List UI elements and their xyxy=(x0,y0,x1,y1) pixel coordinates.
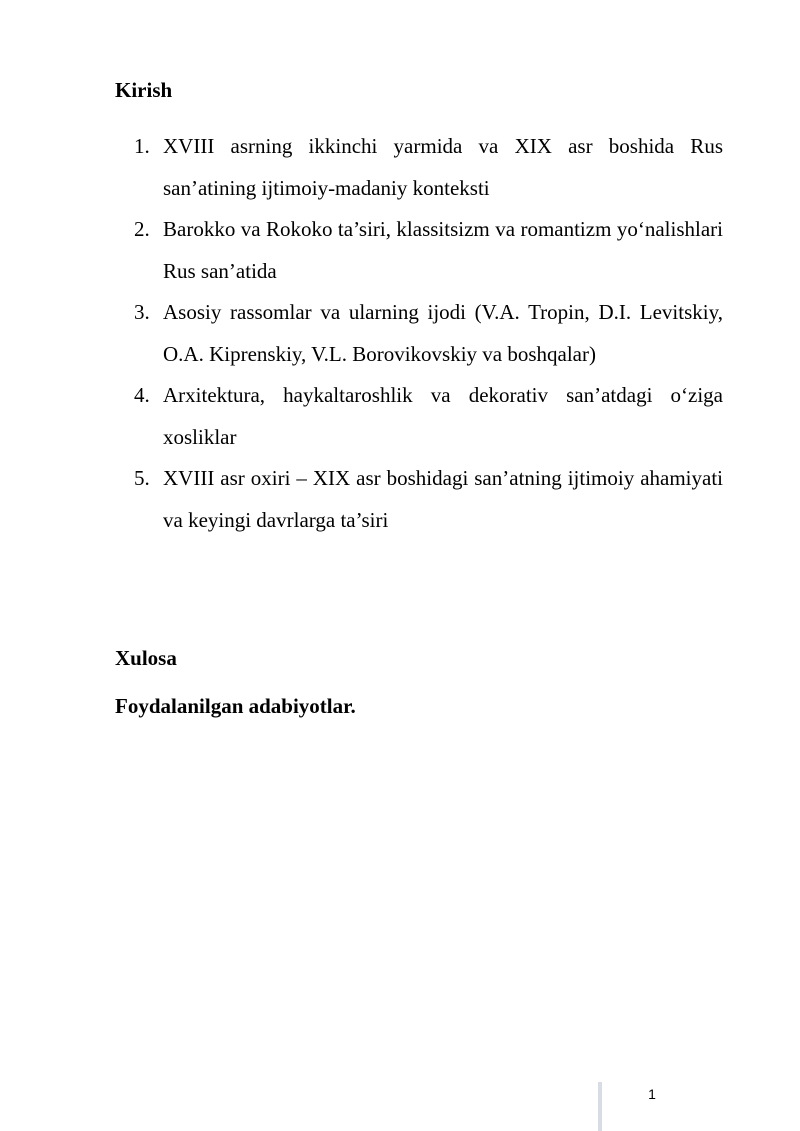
toc-item-text: Barokko va Rokoko ta’siri, klassitsizm va romantizm yo‘nalishlari Rus san’atida xyxy=(163,217,723,283)
page-number: 1 xyxy=(648,1086,656,1102)
toc-item-text: XVIII asr oxiri – XIX asr boshidagi san’atning ijtimoiy ahamiyati va keyingi davrlarga ta’siri xyxy=(163,466,723,532)
toc-item-text: XVIII asrning ikkinchi yarmida va XIX asr boshida Rus san’atining ijtimoiy-madaniy konteksti xyxy=(163,134,723,200)
references-heading: Foydalanilgan adabiyotlar. xyxy=(115,694,356,718)
table-of-contents xyxy=(134,126,723,541)
intro-heading: Kirish xyxy=(115,78,173,102)
toc-item-5 xyxy=(134,458,723,541)
toc-item-number: 5. xyxy=(134,466,150,490)
toc-item-1 xyxy=(134,126,723,209)
toc-item-text: Asosiy rassomlar va ularning ijodi (V.A. Tropin, D.I. Levitskiy, O.A. Kiprenskiy, V.L. Borovikovskiy va boshqalar) xyxy=(163,300,723,366)
toc-item-number: 4. xyxy=(134,383,150,407)
toc-item-2 xyxy=(134,209,723,292)
toc-item-number: 3. xyxy=(134,300,150,324)
conclusion-heading: Xulosa xyxy=(115,646,177,670)
toc-item-number: 1. xyxy=(134,134,150,158)
toc-item-3 xyxy=(134,292,723,375)
footer-divider xyxy=(598,1082,602,1131)
toc-item-4 xyxy=(134,375,723,458)
toc-item-text: Arxitektura, haykaltaroshlik va dekorativ san’atdagi o‘ziga xosliklar xyxy=(163,383,723,449)
toc-item-number: 2. xyxy=(134,217,150,241)
